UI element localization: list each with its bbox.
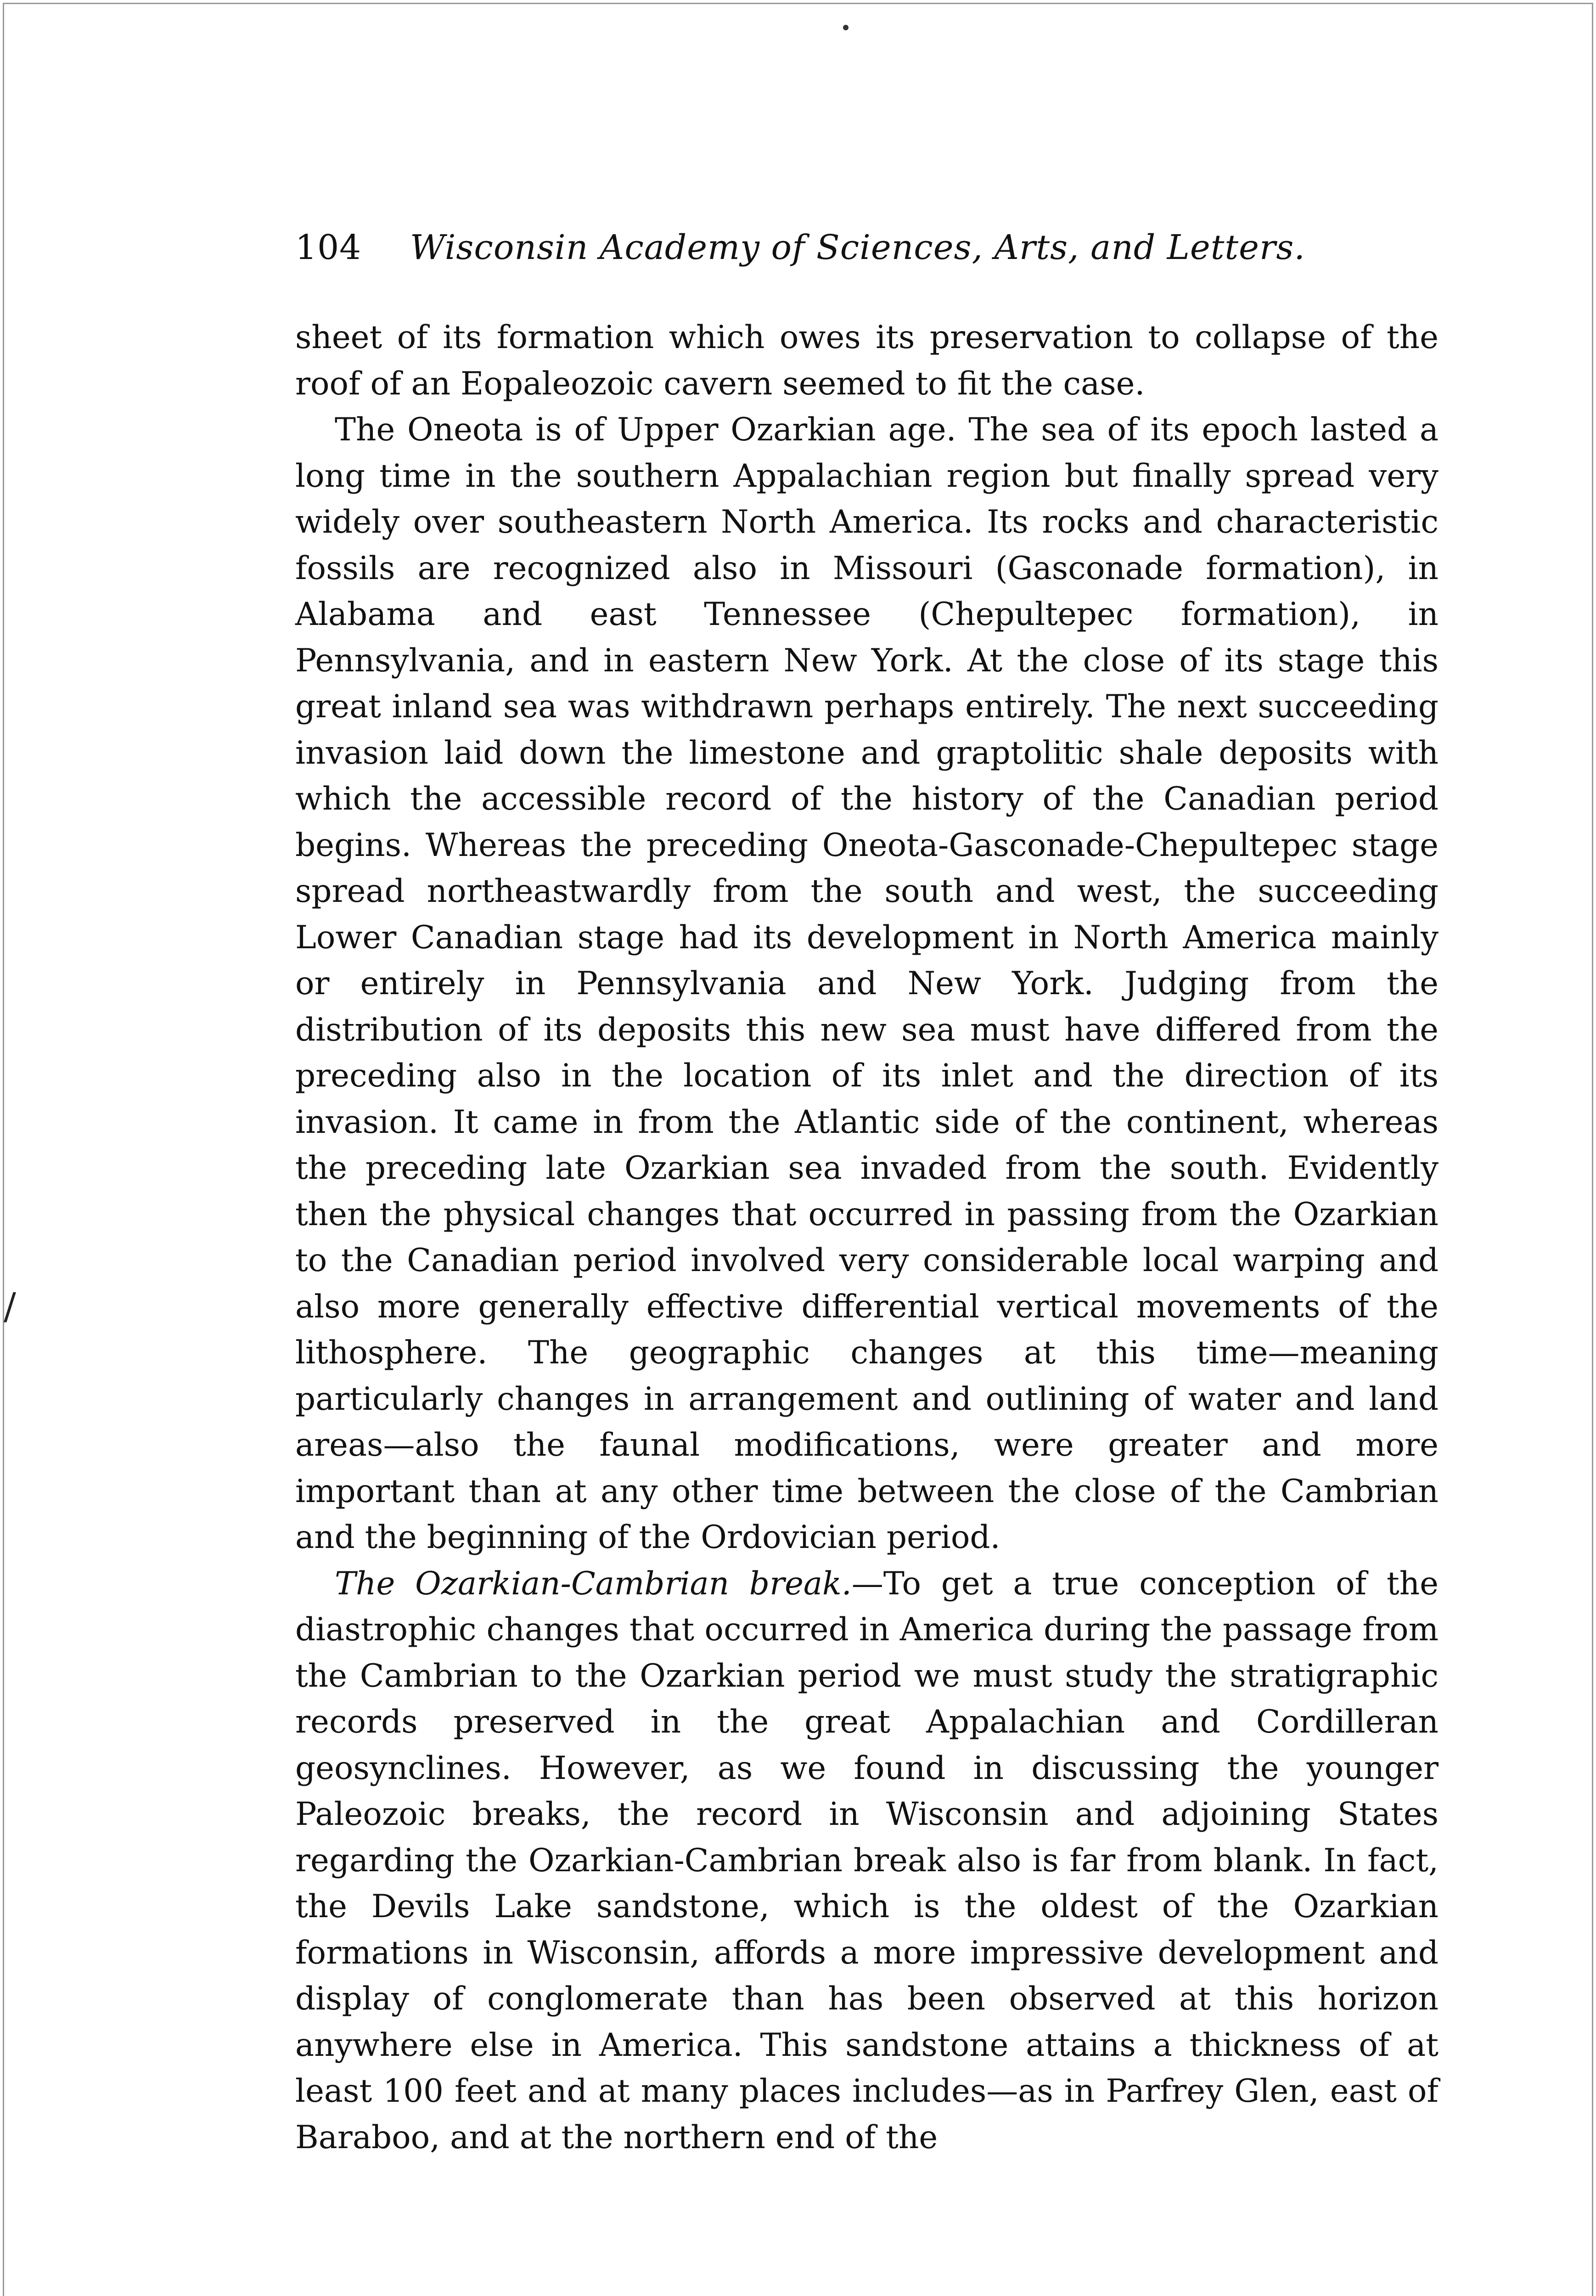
section-subheading: The Ozarkian-Cambrian break. xyxy=(335,1565,852,1602)
paragraph-ozarkian-cambrian-break xyxy=(295,1561,1439,2161)
paragraph-text: The Oneota is of Upper Ozarkian age. The sea of its epoch lasted a long time in the southern Appalachian region but finally spread very widely over southeastern North America. Its rocks and characteristic fossils are recognized also in Missouri (Gasconade formation), in Alabama and east Tennessee (Chepultepec formation), in Pennsylvania, and in eastern New York. At the close of its stage this great inland sea was withdrawn perhaps entirely. The next succeeding invasion laid down the limestone and graptolitic shale deposits with which the accessible record of the history of the Canadian period begins. Whereas the preceding Oneota-Gasconade-Chepultepec stage spread northeastwardly from the south and west, the succeeding Lower Canadian stage had its development in North America mainly or entirely in Pennsylvania and New York. Judging from the distribution of its deposits this new sea must have differed from the preceding also in the location of its inlet and the direction of its invasion. It came in from the Atlantic side of the continent, whereas the preceding late Ozarkian sea invaded from the south. Evidently then the physical changes that occurred in passing from the Ozarkian to the Canadian period involved very considerable local warping and also more generally effective differential vertical movements of the lithosphere. The geographic changes at this time—meaning particularly changes in arrangement and outlining of water and land areas—also the faunal modifications, were greater and more important than at any other time between the close of the Cambrian and the beginning of the Ordovician period. xyxy=(295,411,1439,1556)
body-text xyxy=(295,315,1439,2161)
scan-dot xyxy=(843,25,849,30)
page-number: 104 xyxy=(295,228,362,267)
paragraph-oneota xyxy=(295,407,1439,1561)
running-title: Wisconsin Academy of Sciences, Arts, and Letters. xyxy=(410,228,1305,267)
paragraph-text: sheet of its formation which owes its preservation to collapse of the roof of an Eopaleozoic cavern seemed to fit the case. xyxy=(295,319,1439,402)
paragraph-text: —To get a true conception of the diastrophic changes that occurred in America during the passage from the Cambrian to the Ozarkian period we must study the stratigraphic records preserved in the great Appalachian and Cordilleran geosynclines. However, as we found in discussing the younger Paleozoic breaks, the record in Wisconsin and adjoining States regarding the Ozarkian-Cambrian break also is far from blank. In fact, the Devils Lake sandstone, which is the oldest of the Ozarkian formations in Wisconsin, affords a more impressive development and display of conglomerate than has been observed at this horizon anywhere else in America. This sandstone attains a thickness of at least 100 feet and at many places includes—as in Parfrey Glen, east of Baraboo, and at the northern end of the xyxy=(295,1565,1439,2156)
page-header xyxy=(295,218,1370,277)
paragraph-continuation xyxy=(295,315,1439,407)
margin-pencil-mark: / xyxy=(4,1285,16,1328)
